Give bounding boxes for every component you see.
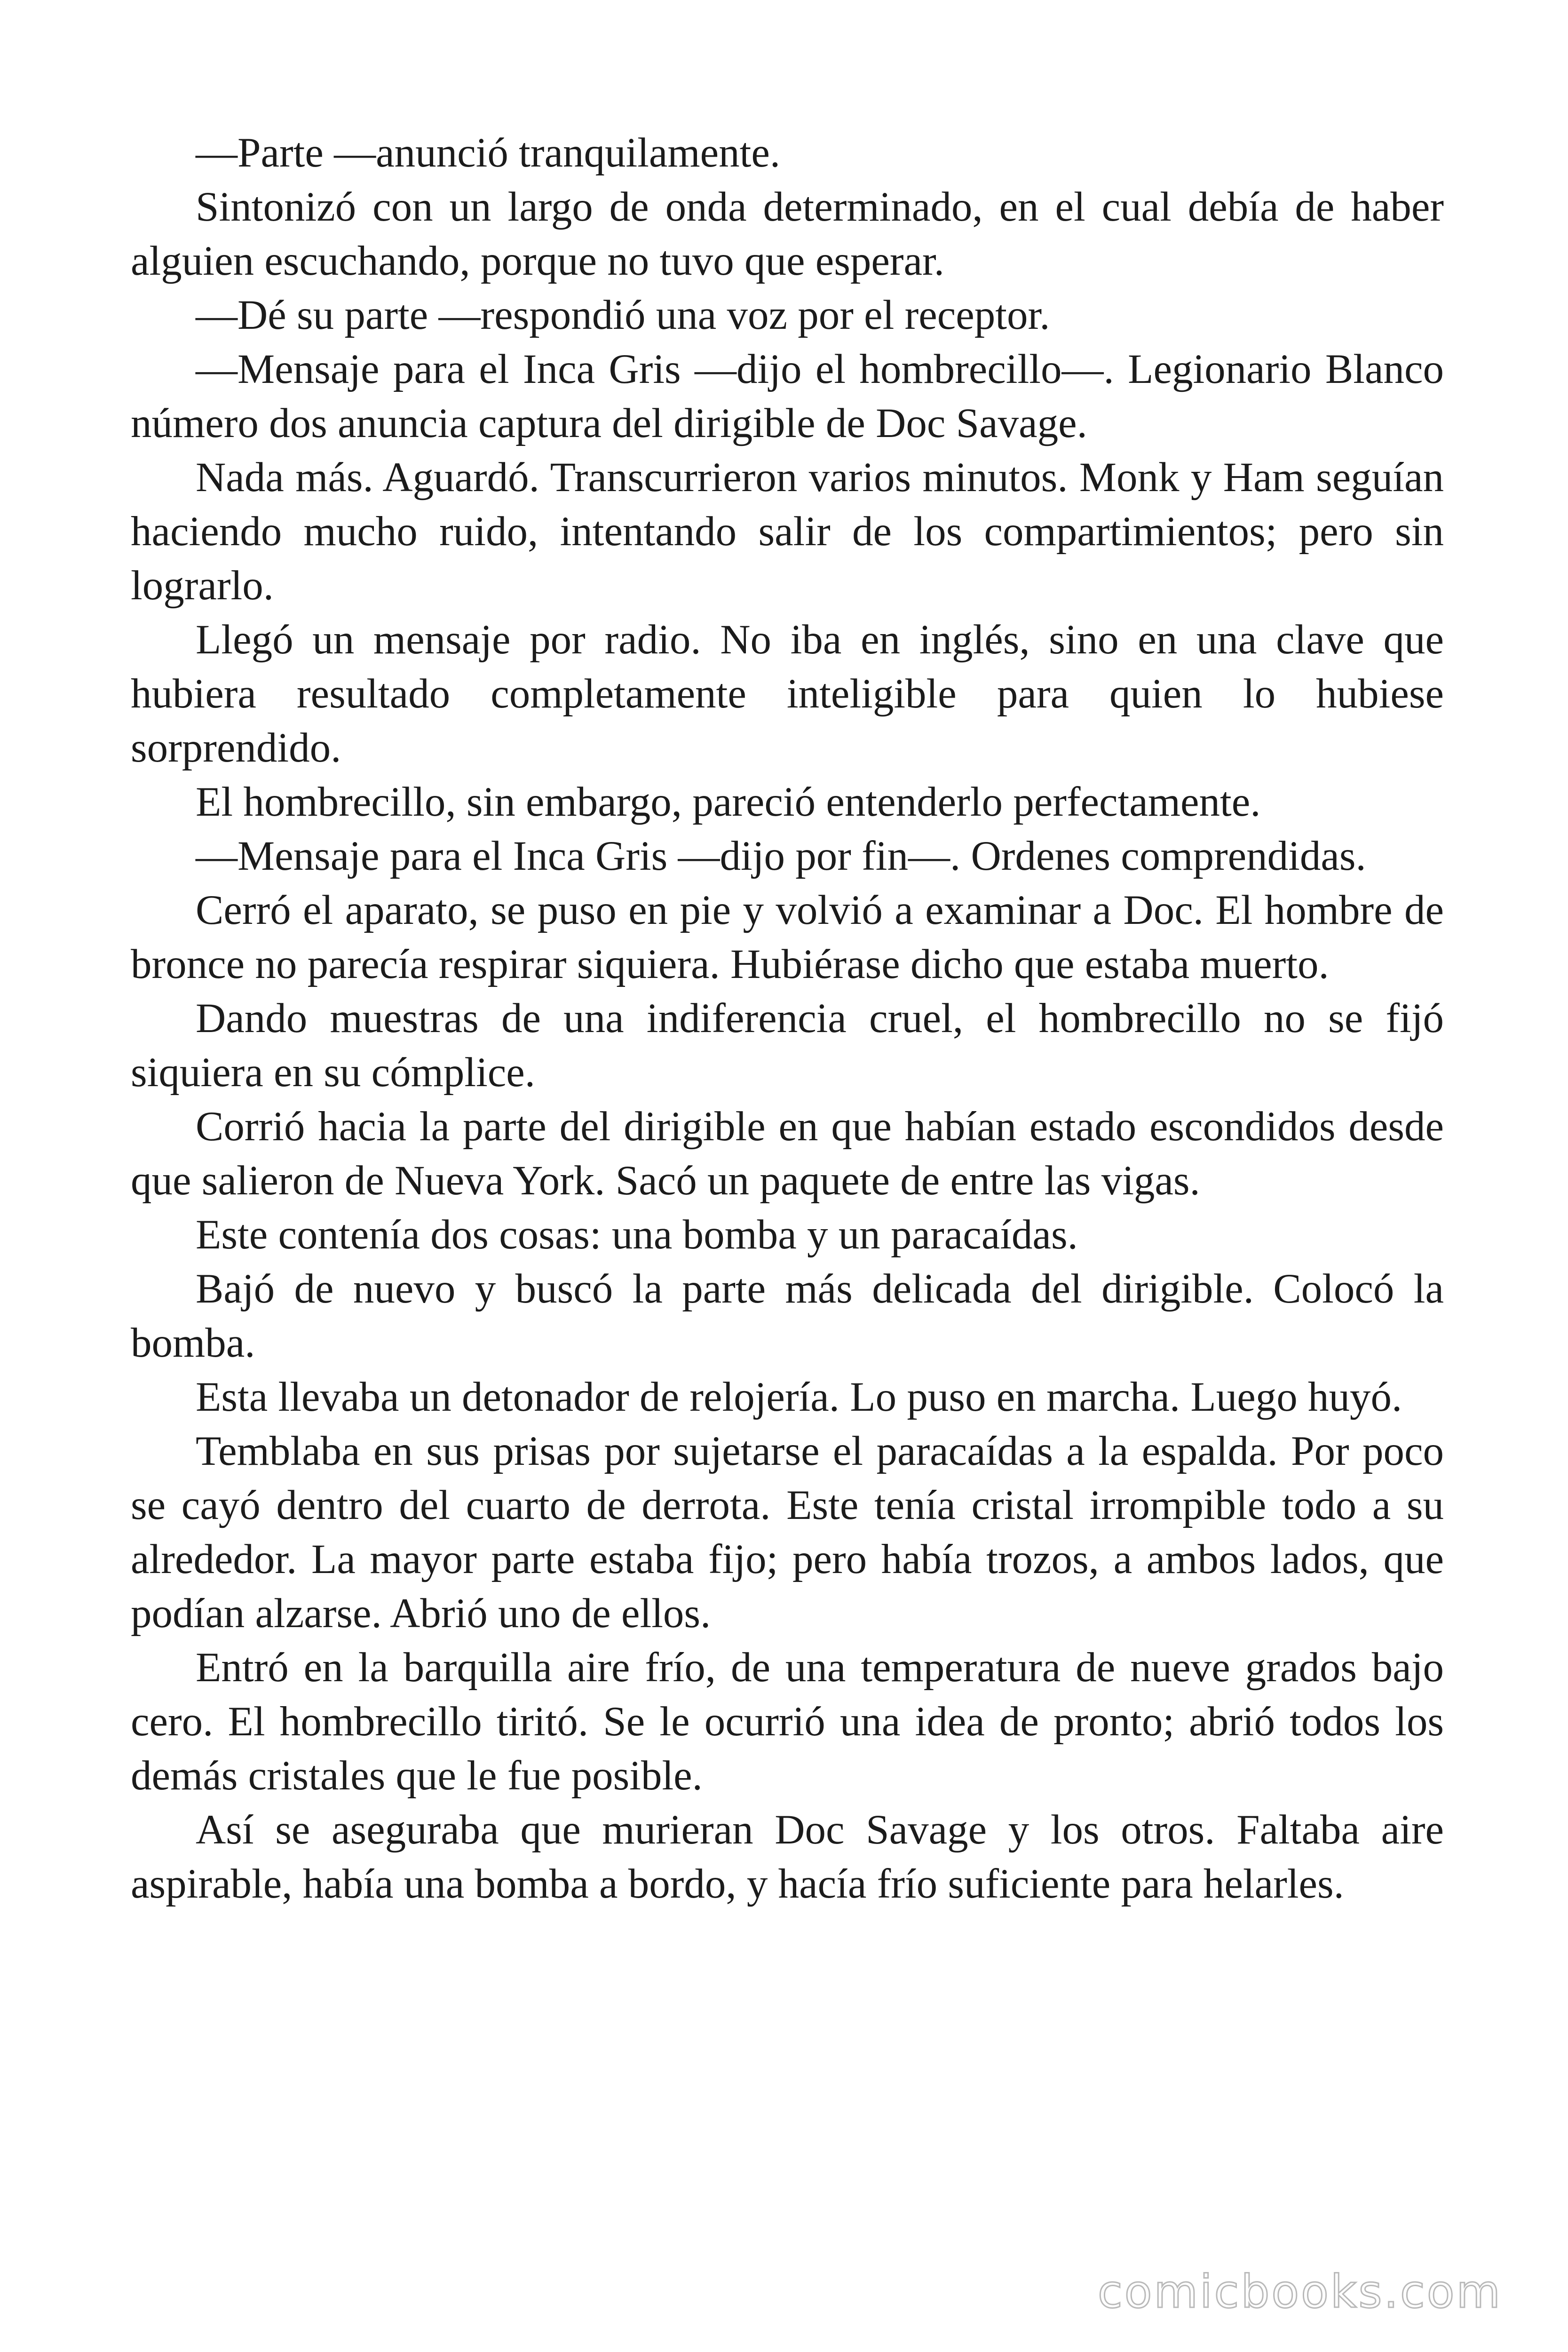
paragraph: Así se aseguraba que murieran Doc Savage y los otros. Faltaba aire aspirable, había una bomba a bordo, y hacía frío suficiente para helarles.	[131, 1807, 1444, 1907]
paragraph: —Parte —anunció tranquilamente.	[196, 130, 781, 176]
paragraph: Este contenía dos cosas: una bomba y un paracaídas.	[196, 1212, 1078, 1258]
page-body	[131, 126, 1444, 1911]
paragraph: —Dé su parte —respondió una voz por el receptor.	[196, 292, 1050, 338]
paragraph: Temblaba en sus prisas por sujetarse el paracaídas a la espalda. Por poco se cayó dentro del cuarto de derrota. Este tenía cristal irrompible todo a su alrededor. La mayor parte estaba fijo; pero había trozos, a ambos lados, que podían alzarse. Abrió uno de ellos.	[131, 1428, 1444, 1637]
paragraph: Dando muestras de una indiferencia cruel, el hombrecillo no se fijó siquiera en su cómplice.	[131, 995, 1444, 1096]
paragraph: —Mensaje para el Inca Gris —dijo el hombrecillo—. Legionario Blanco número dos anuncia captura del dirigible de Doc Savage.	[131, 346, 1444, 446]
paragraph: —Mensaje para el Inca Gris —dijo por fin—. Ordenes comprendidas.	[196, 833, 1366, 879]
watermark: comicbooks.com	[1097, 2265, 1502, 2318]
paragraph: El hombrecillo, sin embargo, pareció entenderlo perfectamente.	[196, 779, 1261, 825]
paragraph: Llegó un mensaje por radio. No iba en inglés, sino en una clave que hubiera resultado completamente inteligible para quien lo hubiese sorprendido.	[131, 617, 1444, 771]
paragraph: Sintonizó con un largo de onda determinado, en el cual debía de haber alguien escuchando, porque no tuvo que esperar.	[131, 184, 1444, 284]
paragraph: Corrió hacia la parte del dirigible en que habían estado escondidos desde que salieron de Nueva York. Sacó un paquete de entre las vigas.	[131, 1104, 1444, 1204]
paragraph: Entró en la barquilla aire frío, de una temperatura de nueve grados bajo cero. El hombrecillo tiritó. Se le ocurrió una idea de pronto; abrió todos los demás cristales que le fue posible.	[131, 1645, 1444, 1799]
paragraph: Esta llevaba un detonador de relojería. Lo puso en marcha. Luego huyó.	[196, 1374, 1402, 1420]
paragraph: Cerró el aparato, se puso en pie y volvió a examinar a Doc. El hombre de bronce no parecía respirar siquiera. Hubiérase dicho que estaba muerto.	[131, 887, 1444, 987]
paragraph: Bajó de nuevo y buscó la parte más delicada del dirigible. Colocó la bomba.	[131, 1266, 1444, 1366]
paragraph: Nada más. Aguardó. Transcurrieron varios minutos. Monk y Ham seguían haciendo mucho ruido, intentando salir de los compartimientos; pero sin lograrlo.	[131, 454, 1444, 609]
